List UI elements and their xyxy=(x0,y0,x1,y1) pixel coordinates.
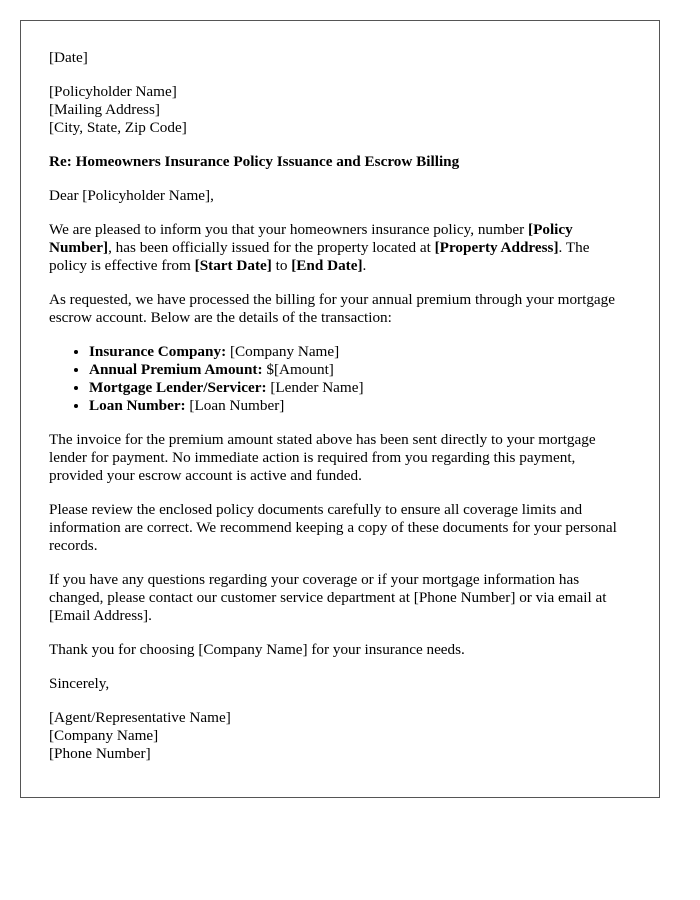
paragraph-invoice: The invoice for the premium amount stated above has been sent directly to your mortgage lender for payment. No immediate action is required from you regarding this payment, provided your escrow account is active and funded. xyxy=(49,431,596,484)
detail-label: Mortgage Lender/Servicer: xyxy=(89,379,267,396)
signature-block xyxy=(49,709,631,763)
paragraph-thank-you: Thank you for choosing [Company Name] for your insurance needs. xyxy=(49,641,465,658)
paragraph-contact: If you have any questions regarding your coverage or if your mortgage information has changed, please contact our customer service department at [Phone Number] or via email at [Email Address]. xyxy=(49,571,607,624)
recipient-city-state-zip: [City, State, Zip Code] xyxy=(49,119,187,136)
transaction-details-list xyxy=(49,343,631,415)
paragraph-policy-issued xyxy=(49,221,631,275)
paragraph-review-documents: Please review the enclosed policy documents carefully to ensure all coverage limits and information are correct. We recommend keeping a copy of these documents for your personal records. xyxy=(49,501,617,554)
detail-label: Loan Number: xyxy=(89,397,186,414)
salutation: Dear [Policyholder Name], xyxy=(49,187,214,204)
signature-phone: [Phone Number] xyxy=(49,745,151,762)
property-address: [Property Address] xyxy=(434,239,559,256)
end-date: [End Date] xyxy=(291,257,363,274)
subject-line: Re: Homeowners Insurance Policy Issuance and Escrow Billing xyxy=(49,153,460,170)
letter-date: [Date] xyxy=(49,49,88,66)
closing: Sincerely, xyxy=(49,675,110,692)
list-item xyxy=(89,361,631,379)
list-item xyxy=(89,343,631,361)
detail-value: [Loan Number] xyxy=(185,397,285,414)
para1-text-3: . The policy is effective from xyxy=(49,239,590,274)
recipient-mailing-address: [Mailing Address] xyxy=(49,101,160,118)
signature-name: [Agent/Representative Name] xyxy=(49,709,231,726)
list-item xyxy=(89,397,631,415)
detail-label: Insurance Company: xyxy=(89,343,227,360)
recipient-name: [Policyholder Name] xyxy=(49,83,177,100)
detail-value: $[Amount] xyxy=(262,361,334,378)
paragraph-escrow-billing: As requested, we have processed the billing for your annual premium through your mortgage escrow account. Below are the details of the transaction: xyxy=(49,291,616,326)
date-block xyxy=(49,49,631,67)
para1-text-5: . xyxy=(362,257,367,274)
start-date: [Start Date] xyxy=(194,257,272,274)
para1-text-2: , has been officially issued for the property located at xyxy=(108,239,435,256)
para1-text-1: We are pleased to inform you that your homeowners insurance policy, number xyxy=(49,221,529,238)
list-item xyxy=(89,379,631,397)
letter-page xyxy=(20,20,660,798)
detail-value: [Lender Name] xyxy=(266,379,364,396)
detail-value: [Company Name] xyxy=(226,343,340,360)
policy-number: [Policy Number] xyxy=(49,221,573,256)
detail-label: Annual Premium Amount: xyxy=(89,361,263,378)
signature-company: [Company Name] xyxy=(49,727,159,744)
recipient-address xyxy=(49,83,631,137)
para1-text-4: to xyxy=(271,257,292,274)
